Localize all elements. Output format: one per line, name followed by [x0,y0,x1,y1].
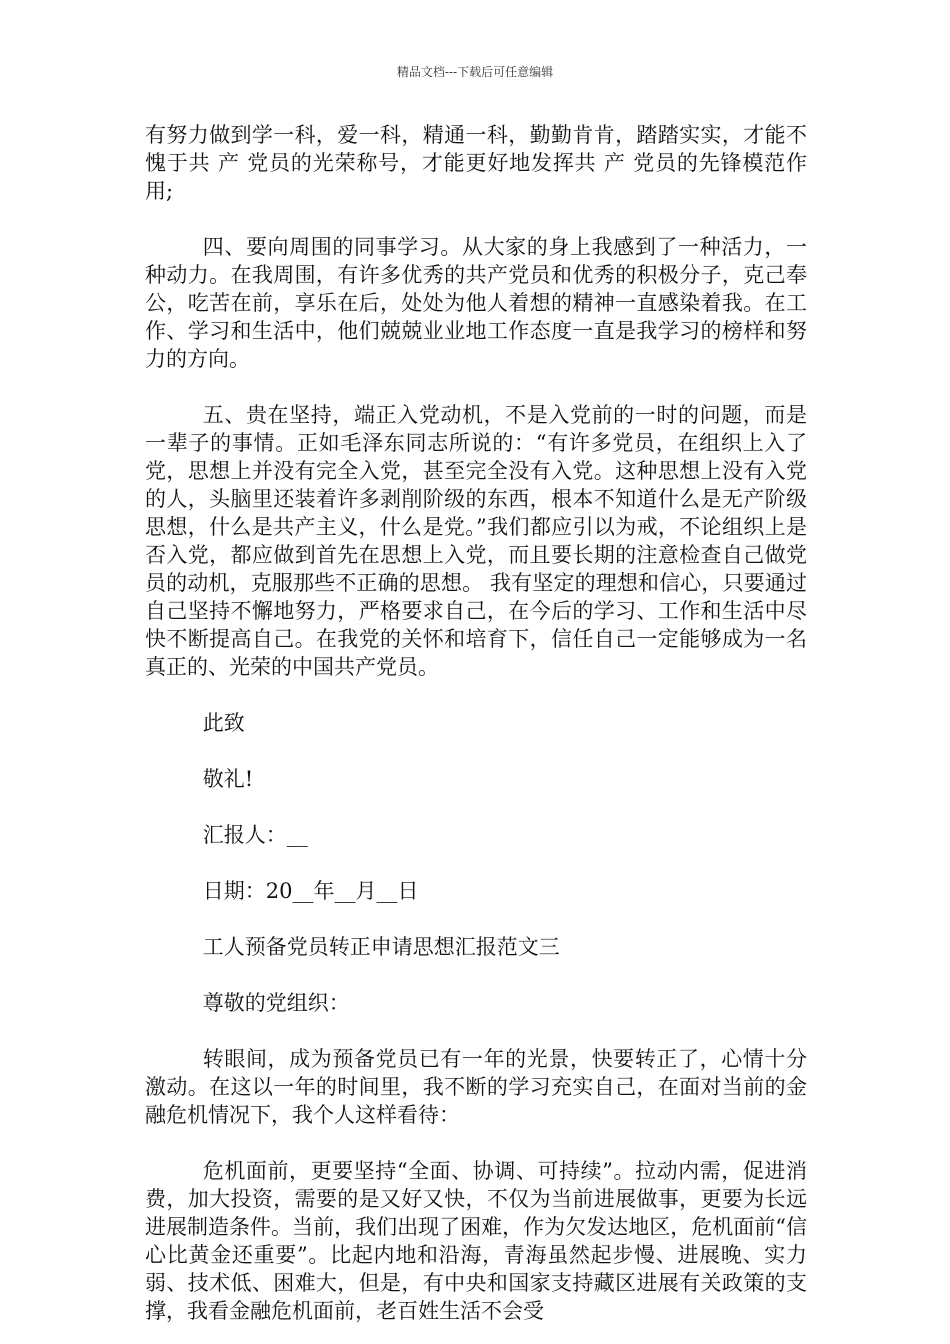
paragraph-crisis: 危机面前，更要坚持“全面、协调、可持续”。拉动内需，促进消费，加大投资，需要的是又好又快，不仅为当前进展做事，更要为长远进展制造条件。当前，我们出现了困难，作为欠发达地区，危机面前“信心比黄金还重要”。比起内地和沿海，青海虽然起步慢、进展晚、实力弱、技术低、困难大，但是，有中央和国家支持藏区进展有关政策的支撑，我看金融危机面前，老百姓生活不会受 [145,1159,807,1323]
document-body [145,121,807,1325]
paragraph-continuation: 有努力做到学一科，爱一科，精通一科，勤勤肯肯，踏踏实实，才能不愧于共 产 党员的光荣称号，才能更好地发挥共 产 党员的先锋模范作用; [145,123,807,203]
reporter-line: 汇报人：__ [202,823,308,847]
closing-line-2: 敬礼! [202,767,254,791]
paragraph-point-four: 四、要向周围的同事学习。从大家的身上我感到了一种活力，一种动力。在我周围，有许多优秀的共产党员和优秀的积极分子，克己奉公，吃苦在前，享乐在后，处处为他人着想的精神一直感染着我。在工作、学习和生活中，他们兢兢业业地工作态度一直是我学习的榜样和努力的方向。 [145,235,807,371]
paragraph-intro: 转眼间，成为预备党员已有一年的光景，快要转正了，心情十分激动。在这以一年的时间里，我不断的学习充实自己，在面对当前的金融危机情况下，我个人这样看待： [145,1047,807,1127]
date-line: 日期：20__年__月__日 [202,879,419,903]
closing-line-1: 此致 [202,711,245,735]
section-title: 工人预备党员转正申请思想汇报范文三 [202,935,560,959]
paragraph-point-five: 五、贵在坚持，端正入党动机，不是入党前的一时的问题，而是一辈子的事情。正如毛泽东同志所说的：“有许多党员，在组织上入了党，思想上并没有完全入党，甚至完全没有入党。这种思想上没有入党的人，头脑里还装着许多剥削阶级的东西，根本不知道什么是无产阶级思想，什么是共产主义，什么是党。”我们都应引以为戒，不论组织上是否入党，都应做到首先在思想上入党，而且要长期的注意检查自己做党员的动机，克服那些不正确的思想。 我有坚定的理想和信心，只要通过自己坚持不懈地努力，严格要求自己，在今后的学习、工作和生活中尽快不断提高自己。在我党的关怀和培育下，信任自己一定能够成为一名真正的、光荣的中国共产党员。 [145,403,807,679]
page-header: 精品文档---下载后可任意编辑 [396,65,554,79]
salutation: 尊敬的党组织： [202,991,350,1015]
